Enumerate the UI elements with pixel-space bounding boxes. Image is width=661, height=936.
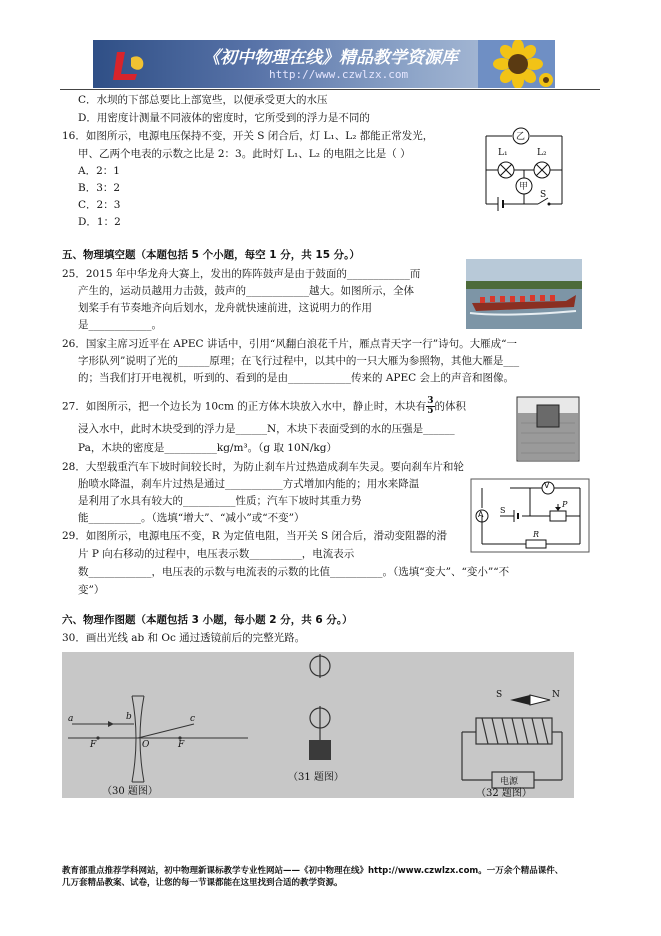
- q27-text-1a: 27．如图所示，把一个边长为 10cm 的正方体木块放入水中，静止时，木块有: [62, 400, 427, 413]
- fraction-three-fifths: $\frac{3}{5}$: [427, 396, 434, 416]
- voltmeter-label: V: [544, 481, 550, 490]
- q16-option-a: A．2：1: [78, 165, 120, 177]
- ray-point-a-label: a: [68, 714, 74, 724]
- q29-text-3: 数____________，电压表的示数与电流表的示数的比值__________。（选填“变大”、“变小”“不: [78, 566, 510, 578]
- q29-text-1: 29．如图所示，电源电压不变，R 为定值电阻，当开关 S 闭合后，滑动变阻器的滑: [62, 530, 447, 542]
- q26-text-2: 字形队列”说明了光的______原理；在飞行过程中，以其中的一只大雁为参照物，其他大雁是___: [78, 355, 520, 367]
- q26-text-3: 的；当我们打开电视机，听到的、看到的是由____________传来的 APEC 会上的声音和图像。: [78, 372, 515, 384]
- q27-text-1: [62, 397, 466, 416]
- q25-text-3: 划桨手有节奏地齐向后划水，龙舟就快速前进，这说明力的作用: [78, 302, 372, 314]
- footer-line-2: 几万套精品教案、试卷，让您的每一节课都能在这里找到合适的教学资源。: [62, 878, 343, 888]
- q25-text-1: 25．2015 年中华龙舟大赛上，发出的阵阵鼓声是由于鼓面的____________而: [62, 268, 421, 280]
- ammeter-yi-label: 乙: [516, 132, 526, 142]
- banner-title: 《初中物理在线》精品教学资源库: [203, 48, 458, 68]
- rheostat-circuit-diagram: [470, 478, 590, 553]
- slider-p-label: P: [562, 500, 568, 509]
- q16-text-1: 16．如图所示，电源电压保持不变，开关 S 闭合后，灯 L₁、L₂ 都能正常发光，: [62, 130, 434, 142]
- switch-label: S: [500, 506, 506, 515]
- optical-center-label: O: [142, 740, 150, 750]
- q28-text-3: 是利用了水具有较大的__________性质；汽车下坡时其重力势: [78, 495, 362, 507]
- q15-option-d: D．用密度计测量不同液体的密度时，它所受到的浮力是不同的: [78, 112, 370, 124]
- q25-text-4: 是____________。: [78, 319, 162, 331]
- magnet-n-label: N: [552, 690, 560, 700]
- q16-text-2: 甲、乙两个电表的示数之比是 2：3。此时灯 L₁、L₂ 的电阻之比是（ ）: [78, 148, 411, 160]
- sunflower-image: [478, 40, 555, 88]
- header-banner: [93, 40, 555, 88]
- wood-block-in-water-figure: [515, 393, 581, 463]
- q28-text-4: 能__________。（选填“增大”、“减小”或“不变”）: [78, 512, 305, 524]
- logo-icon: [111, 48, 147, 82]
- figure-32-caption: （32 题图）: [476, 788, 532, 798]
- ray-point-b-label: b: [126, 712, 132, 722]
- figure-30-caption: （30 题图）: [102, 786, 158, 797]
- q27-text-3: Pa，木块的密度是__________kg/m³。（g 取 10N/kg）: [78, 442, 337, 454]
- q29-circuit-figure: [470, 478, 590, 553]
- q29-text-2: 片 P 向右移动的过程中，电压表示数__________，电流表示: [78, 548, 355, 560]
- q16-option-d: D．1：2: [78, 216, 121, 228]
- q27-text-2: 浸入水中，此时木块受到的浮力是______N，木块下表面受到的水的压强是______: [78, 423, 455, 435]
- q28-text-1: 28．大型载重汽车下坡时间较长时，为防止刹车片过热造成刹车失灵。要向刹车片和轮: [62, 461, 464, 473]
- ammeter-label: A: [478, 510, 484, 519]
- q15-option-c: C．水坝的下部总要比上部宽些，以便承受更大的水压: [78, 94, 328, 106]
- meter-jia-label: 甲: [519, 182, 529, 192]
- ray-point-c-label: c: [190, 714, 196, 724]
- q29-text-4: 变”）: [78, 584, 105, 596]
- lamp-l2-label: L₂: [537, 148, 547, 158]
- focus-left-label: F: [90, 740, 97, 750]
- figure-31-caption: （31 题图）: [288, 772, 344, 783]
- focus-right-label: F: [178, 740, 185, 750]
- banner-url: http://www.czwlzx.com: [269, 68, 409, 81]
- diagram-figures-photo: [62, 652, 574, 798]
- footer-line-1: 教育部重点推荐学科网站，初中物理新课标教学专业性网站——《初中物理在线》http://www.czwlzx.com。一万余个精品课件、: [62, 866, 564, 876]
- q26-text-1: 26．国家主席习近平在 APEC 讲话中，引用“风翻白浪花千片，雁点青天字一行”诗句。大雁成“一: [62, 338, 517, 350]
- q27-text-1b: 的体积: [434, 400, 466, 413]
- circuit-diagram: [476, 124, 576, 216]
- section-6-heading: 六、物理作图题（本题包括 3 小题，每小题 2 分，共 6 分。）: [62, 614, 353, 626]
- power-source-label: 电源: [500, 777, 519, 787]
- dragon-boat-photo: [466, 259, 582, 329]
- q16-option-b: B．3：2: [78, 182, 121, 194]
- lamp-l1-label: L₁: [498, 148, 508, 158]
- q28-text-2: 胎喷水降温，刹车片过热是通过___________方式增加内能的；用水来降温: [78, 478, 420, 490]
- magnet-s-label: S: [496, 690, 503, 700]
- section-5-heading: 五、物理填空题（本题包括 5 个小题，每空 1 分，共 15 分。）: [62, 249, 360, 261]
- q25-text-2: 产生的，运动员越用力击鼓，鼓声的____________越大。如图所示，全体: [78, 285, 414, 297]
- switch-s-label: S: [540, 190, 547, 200]
- q16-option-c: C．2：3: [78, 199, 121, 211]
- q16-circuit-figure: [476, 124, 576, 216]
- q30-text: 30．画出光线 ab 和 Oc 通过透镜前后的完整光路。: [62, 632, 306, 644]
- resistor-r-label: R: [533, 530, 540, 539]
- header-rule: [60, 89, 600, 90]
